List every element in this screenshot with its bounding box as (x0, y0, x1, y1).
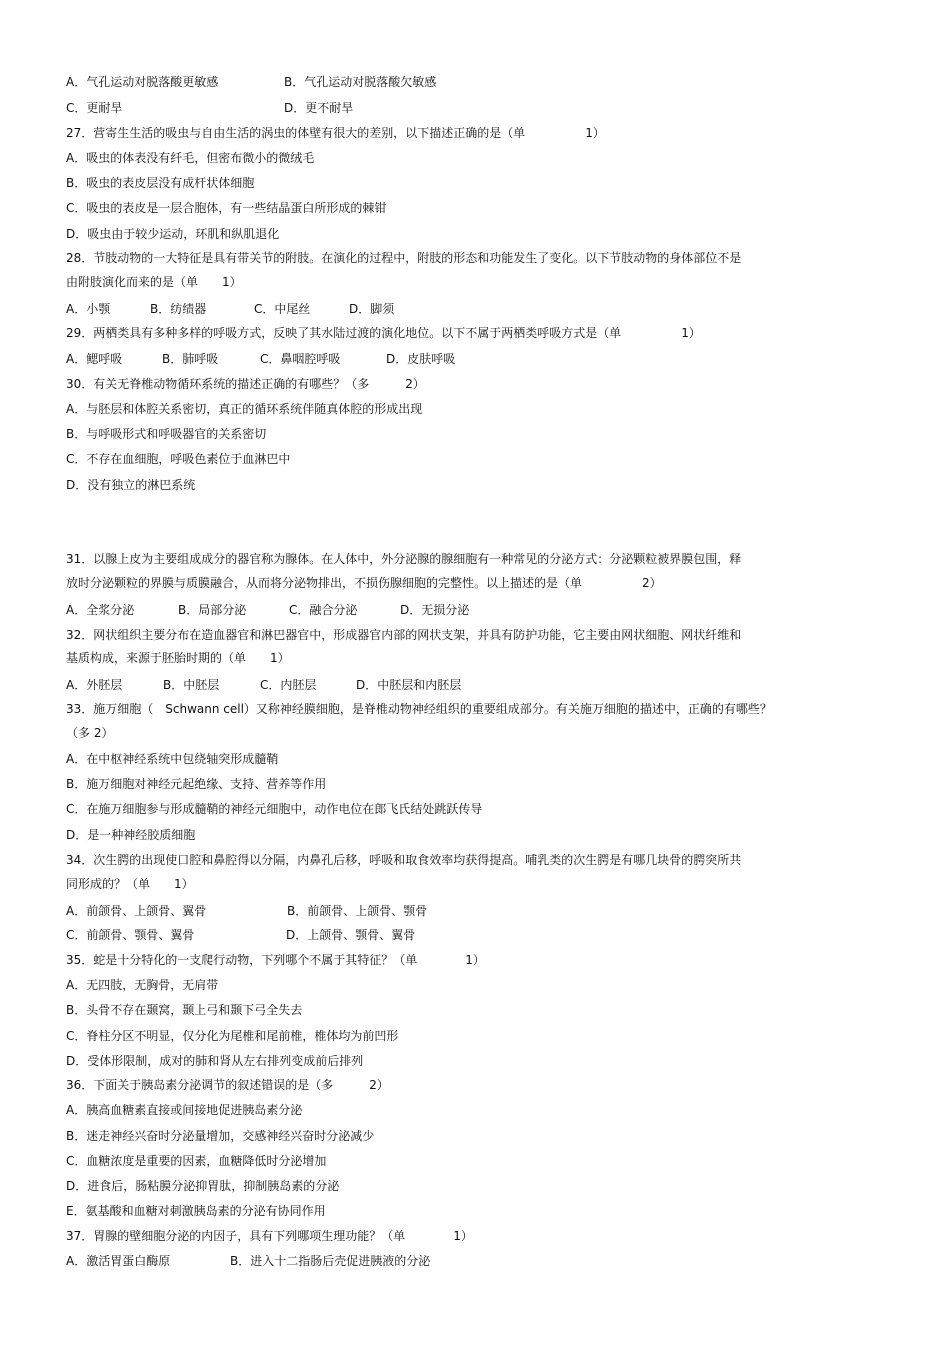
option-a: A．与胚层和体腔关系密切，真正的循环系统伴随真体腔的形成出现 (66, 402, 423, 416)
option-a: A．无四肢，无胸骨，无肩带 (66, 978, 219, 992)
option-b: B．前颌骨、上颌骨、颚骨 (287, 904, 428, 918)
question-28: 28．节肢动物的一大特征是具有带关节的附肢。在演化的过程中，附肢的形态和功能发生了变化。以下节肢动物的身体部位不是 (66, 251, 742, 265)
option-b: B．与呼吸形式和呼吸器官的关系密切 (66, 427, 267, 441)
option-b: B．迷走神经兴奋时分泌量增加，交感神经兴奋时分泌减少 (66, 1129, 375, 1143)
question-30: 30．有关无脊椎动物循环系统的描述正确的有哪些？（多 2） (66, 377, 425, 391)
option-b: B．头骨不存在颞窝，颞上弓和颞下弓全失去 (66, 1003, 303, 1017)
option-a: A．外胚层 (66, 678, 123, 692)
option-b: B．气孔运动对脱落酸欠敏感 (284, 75, 437, 89)
option-d: D．是一种神经胶质细胞 (66, 828, 196, 842)
question-32-cont: 基质构成，来源于胚胎时期的（单 1） (66, 651, 290, 665)
option-c: C．脊柱分区不明显，仅分化为尾椎和尾前椎，椎体均为前凹形 (66, 1029, 399, 1043)
option-a: A．前颌骨、上颌骨、翼骨 (66, 904, 207, 918)
option-d: D．中胚层和内胚层 (356, 678, 462, 692)
option-b: B．吸虫的表皮层没有成杆状体细胞 (66, 176, 255, 190)
question-28-cont: 由附肢演化而来的是（单 1） (66, 275, 242, 289)
option-d: D．吸虫由于较少运动，环肌和纵肌退化 (66, 227, 280, 241)
option-c: C．内胚层 (260, 678, 317, 692)
option-d: D．没有独立的淋巴系统 (66, 478, 196, 492)
option-c: C．中尾丝 (254, 302, 311, 316)
option-c: C．前颌骨、颚骨、翼骨 (66, 928, 195, 942)
option-b: B．中胚层 (163, 678, 220, 692)
question-31-cont: 放时分泌颗粒的界膜与质膜融合，从而将分泌物排出，不损伤腺细胞的完整性。以上描述的是（单 2） (66, 576, 662, 590)
option-d: D．皮肤呼吸 (386, 352, 456, 366)
option-c: C．血糖浓度是重要的因素，血糖降低时分泌增加 (66, 1154, 327, 1168)
option-c: C．融合分泌 (289, 603, 358, 617)
option-a: A．在中枢神经系统中包绕轴突形成髓鞘 (66, 752, 279, 766)
question-33: 33．施万细胞（ Schwann cell）又称神经膜细胞，是脊椎动物神经组织的重要组成部分。有关施万细胞的描述中，正确的有哪些？ (66, 702, 772, 716)
option-d: D．更不耐旱 (284, 101, 354, 115)
option-d: D．上颌骨、颚骨、翼骨 (286, 928, 416, 942)
option-c: C．不存在血细胞，呼吸色素位于血淋巴中 (66, 452, 291, 466)
option-a: A．激活胃蛋白酶原 (66, 1254, 171, 1268)
question-35: 35．蛇是十分特化的一支爬行动物，下列哪个不属于其特征？（单 1） (66, 953, 485, 967)
question-32: 32．网状组织主要分布在造血器官和淋巴器官中，形成器官内部的网状支架，并具有防护功能，它主要由网状细胞、网状纤维和 (66, 628, 742, 642)
option-b: B．施万细胞对神经元起绝缘、支持、营养等作用 (66, 777, 327, 791)
option-c: C．鼻咽腔呼吸 (260, 352, 341, 366)
option-a: A．鳃呼吸 (66, 352, 123, 366)
question-34: 34．次生腭的出现使口腔和鼻腔得以分隔，内鼻孔后移，呼吸和取食效率均获得提高。哺乳类的次生腭是有哪几块骨的腭突所共 (66, 853, 742, 867)
option-a: A．气孔运动对脱落酸更敏感 (66, 75, 219, 89)
option-c: C．更耐旱 (66, 101, 123, 115)
option-b: B．肺呼吸 (162, 352, 219, 366)
option-a: A．小颚 (66, 302, 111, 316)
option-e: E．氨基酸和血糖对刺激胰岛素的分泌有协同作用 (66, 1204, 326, 1218)
question-31: 31．以腺上皮为主要组成成分的器官称为腺体。在人体中，外分泌腺的腺细胞有一种常见的分泌方式：分泌颗粒被界膜包围，释 (66, 552, 742, 566)
question-34-cont: 同形成的？（单 1） (66, 877, 194, 891)
option-a: A．胰高血糖素直接或间接地促进胰岛素分泌 (66, 1103, 303, 1117)
option-b: B．纺绩器 (150, 302, 207, 316)
option-a: A．全浆分泌 (66, 603, 135, 617)
option-c: C．吸虫的表皮是一层合胞体，有一些结晶蛋白所形成的棘钳 (66, 201, 387, 215)
question-33-cont: （多 2） (66, 726, 114, 740)
option-d: D．无损分泌 (400, 603, 470, 617)
question-27: 27．营寄生生活的吸虫与自由生活的涡虫的体壁有很大的差别，以下描述正确的是（单 1） (66, 126, 605, 140)
option-d: D．受体形限制，成对的肺和肾从左右排列变成前后排列 (66, 1054, 364, 1068)
option-a: A．吸虫的体表没有纤毛，但密布微小的微绒毛 (66, 151, 315, 165)
option-d: D．脚须 (349, 302, 395, 316)
option-b: B．进入十二指肠后壳促进胰液的分泌 (230, 1254, 431, 1268)
option-d: D．进食后，肠粘膜分泌抑胃肽，抑制胰岛素的分泌 (66, 1179, 340, 1193)
question-29: 29．两栖类具有多种多样的呼吸方式，反映了其水陆过渡的演化地位。以下不属于两栖类呼吸方式是（单 1） (66, 326, 701, 340)
question-36: 36．下面关于胰岛素分泌调节的叙述错误的是（多 2） (66, 1078, 389, 1092)
option-c: C．在施万细胞参与形成髓鞘的神经元细胞中，动作电位在郎飞氏结处跳跃传导 (66, 802, 483, 816)
question-37: 37．胃腺的壁细胞分泌的内因子，具有下列哪项生理功能？（单 1） (66, 1229, 473, 1243)
option-b: B．局部分泌 (178, 603, 247, 617)
